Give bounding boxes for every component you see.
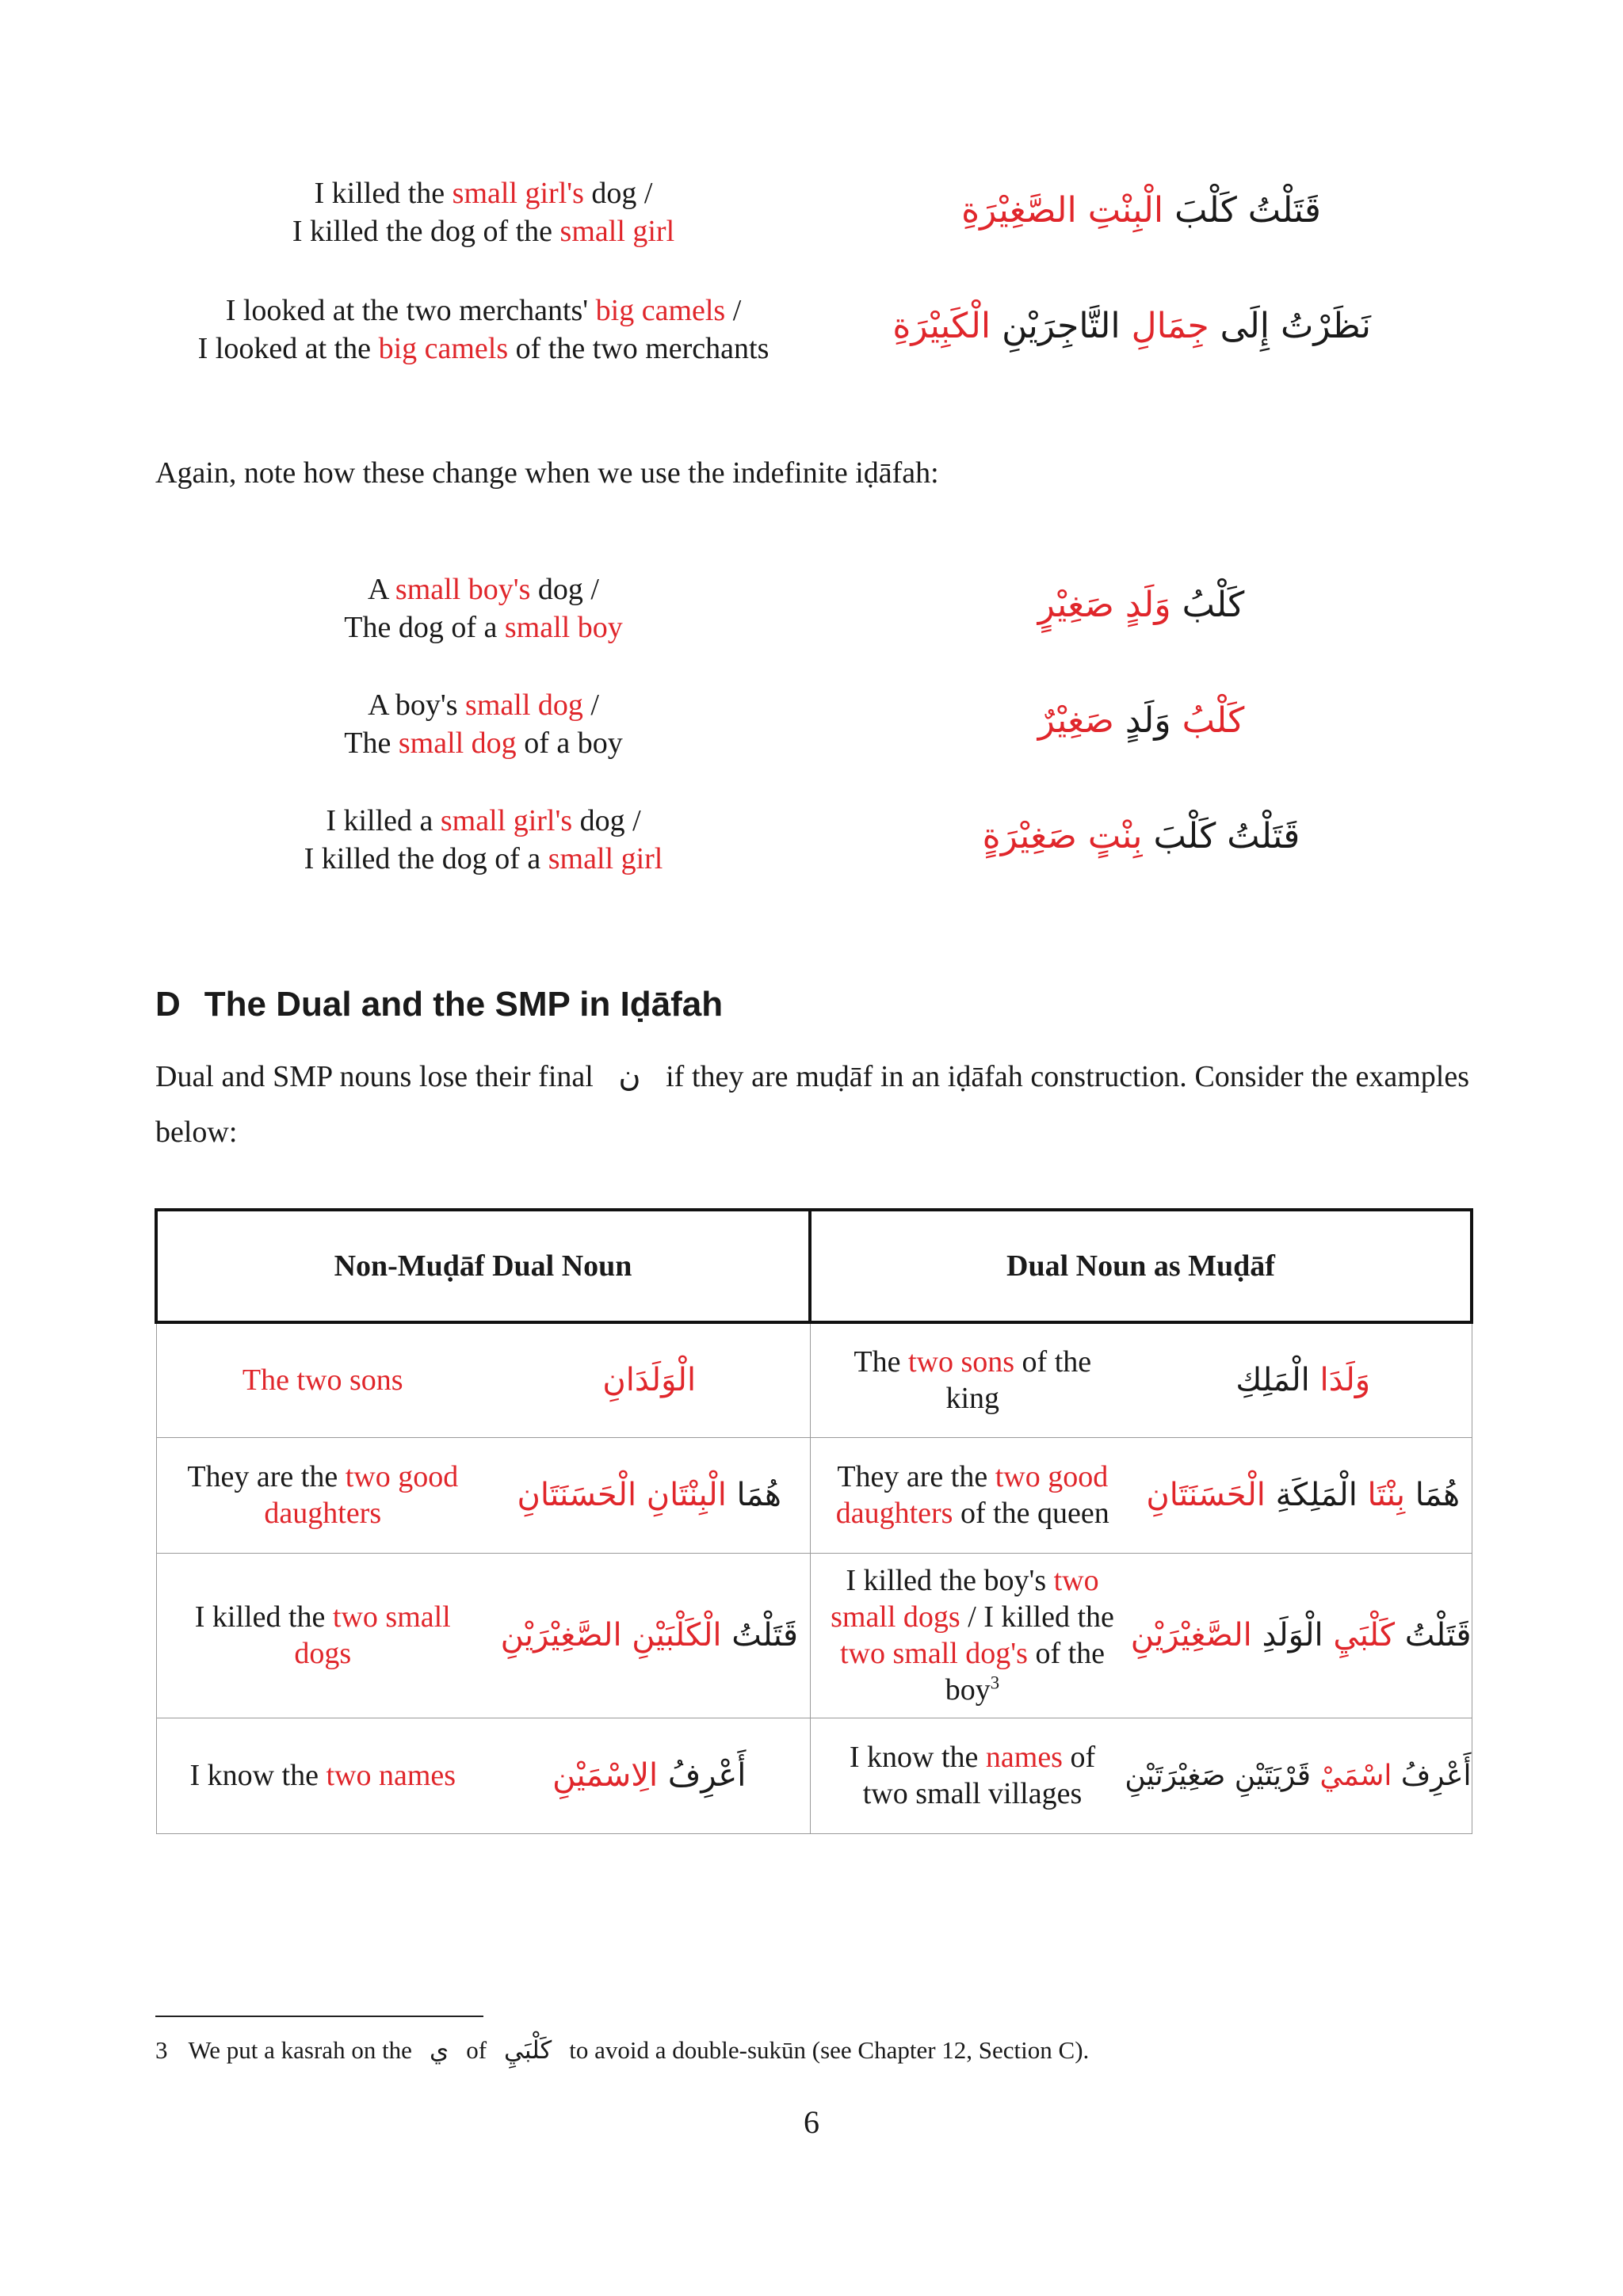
- dual-idafah-table: [155, 1208, 1473, 1834]
- highlight: names: [985, 1741, 1063, 1774]
- cell-arabic: [489, 1362, 810, 1398]
- cell-arabic: [489, 1477, 809, 1513]
- highlight: الْبِنْتَانِ الْحَسَنَتَانِ: [517, 1477, 727, 1513]
- text: dog /: [583, 177, 653, 210]
- highlight: two sons: [907, 1345, 1015, 1379]
- highlight: الْبِنْتِ الصَّغِيْرَةِ: [961, 190, 1164, 231]
- text: هُمَا: [1405, 1477, 1461, 1513]
- cell-arabic: [489, 1757, 810, 1794]
- text: of a boy: [516, 727, 623, 760]
- cell-mudaf: [810, 1553, 1472, 1718]
- cell-arabic: [489, 1617, 809, 1653]
- arabic-letter: ي: [429, 2036, 449, 2065]
- cell-english: [157, 1459, 490, 1531]
- cell-mudaf: [810, 1322, 1472, 1437]
- footnote: [155, 2035, 1089, 2066]
- highlight: big camels: [378, 332, 509, 365]
- text: / I killed the: [960, 1600, 1114, 1634]
- text: dog /: [530, 573, 599, 606]
- text: الْوَلَدِ: [1251, 1617, 1334, 1653]
- text: كَلْبُ: [1170, 585, 1245, 625]
- example-1-arabic: [911, 187, 1371, 235]
- text: I know the: [849, 1741, 986, 1774]
- example-3-english: [206, 570, 761, 646]
- example-4-arabic: [911, 697, 1371, 745]
- text: A boy's: [368, 688, 466, 722]
- text: هُمَا: [726, 1477, 781, 1513]
- text: الْمَلِكِ: [1235, 1362, 1320, 1399]
- text: of the boy: [945, 1637, 1106, 1707]
- text: of two small villages: [862, 1741, 1096, 1810]
- cell-arabic: [1135, 1477, 1471, 1513]
- text: of the two merchants: [508, 332, 769, 365]
- cell-non-mudaf: [156, 1437, 810, 1553]
- text: to avoid a double-sukūn (see Chapter 12, Section C).: [569, 2036, 1090, 2064]
- footnote-marker: 3: [990, 1672, 1000, 1693]
- text: Dual and SMP nouns lose their final: [155, 1060, 601, 1093]
- again-paragraph: Again, note how these change when we use the indefinite iḍāfah:: [155, 456, 939, 490]
- cell-english: [811, 1739, 1135, 1812]
- arabic-letter: ن: [618, 1058, 641, 1093]
- text: of the king: [945, 1345, 1092, 1416]
- cell-arabic: [1130, 1617, 1472, 1653]
- cell-english: [811, 1562, 1135, 1708]
- cell-non-mudaf: [156, 1553, 810, 1718]
- text: نَظَرْتُ إِلَى: [1209, 306, 1371, 346]
- text: التَّاجِرَيْنِ: [991, 306, 1132, 346]
- table-row: [156, 1553, 1472, 1718]
- text: of the queen: [953, 1497, 1109, 1530]
- text: I killed the: [194, 1600, 333, 1634]
- intro-paragraph: [155, 1048, 1469, 1160]
- highlight: small girl: [559, 215, 675, 248]
- text: قَتَلْتُ: [1395, 1617, 1472, 1653]
- cell-mudaf: [810, 1718, 1472, 1833]
- table-row: [156, 1718, 1472, 1833]
- text: if they are muḍāf in an iḍāfah construction. Consider the examples below:: [155, 1060, 1469, 1149]
- cell-non-mudaf: [156, 1718, 810, 1833]
- text: I killed the dog of the: [292, 215, 560, 248]
- highlight: big camels: [595, 294, 726, 327]
- highlight: small boy's: [395, 573, 531, 606]
- highlight: كَلْبَيِ: [1333, 1617, 1396, 1653]
- text: We put a kasrah on the: [188, 2036, 412, 2064]
- text: The dog of a: [344, 611, 505, 644]
- example-4-english: [206, 686, 761, 762]
- highlight: اسْمَيْ: [1319, 1759, 1392, 1792]
- text: dog /: [572, 804, 641, 837]
- cell-arabic: [1125, 1759, 1472, 1792]
- header-mudaf: Dual Noun as Muḍāf: [810, 1210, 1472, 1322]
- cell-arabic: [1135, 1362, 1471, 1398]
- highlight: الْوَلَدَانِ: [602, 1362, 697, 1399]
- section-heading: [155, 981, 723, 1028]
- text: I killed a: [326, 804, 441, 837]
- text: أَعْرِفُ: [1392, 1759, 1472, 1792]
- text: I looked at the: [197, 332, 379, 365]
- text: أَعْرِفُ: [658, 1757, 747, 1794]
- section-letter: D: [155, 985, 181, 1024]
- example-5-arabic: [911, 813, 1371, 860]
- highlight: small girl: [548, 842, 663, 875]
- text: I killed the dog of a: [304, 842, 548, 875]
- example-1-english: [206, 174, 761, 250]
- text: /: [582, 688, 599, 722]
- text: They are the: [187, 1460, 346, 1493]
- cell-english: [811, 1459, 1136, 1531]
- text: A: [368, 573, 395, 606]
- arabic-word: كَلْبَيِ: [504, 2036, 552, 2065]
- header-non-mudaf: Non-Muḍāf Dual Noun: [156, 1210, 810, 1322]
- example-5-english: [206, 802, 761, 878]
- cell-non-mudaf: [156, 1322, 810, 1437]
- text: of: [466, 2036, 487, 2064]
- highlight: two good daughters: [264, 1460, 459, 1530]
- page-number: 6: [804, 2104, 819, 2140]
- cell-english: [157, 1362, 489, 1398]
- example-3-arabic: [911, 582, 1371, 629]
- highlight: الْكَبِيْرَةِ: [892, 306, 991, 346]
- highlight: small girl's: [452, 177, 584, 210]
- highlight: وَلَدَا: [1319, 1362, 1371, 1399]
- highlight: two names: [326, 1759, 456, 1792]
- text: قَرْيَتَيْنِ صَغِيْرَتَيْنِ: [1125, 1759, 1320, 1792]
- highlight: الْكَلْبَيْنِ الصَّغِيْرَيْنِ: [500, 1617, 722, 1653]
- highlight: The two sons: [242, 1363, 403, 1398]
- highlight: الْحَسَنَتَانِ: [1146, 1477, 1266, 1513]
- text: They are the: [837, 1460, 995, 1493]
- cell-mudaf: [810, 1437, 1472, 1553]
- text: I looked at the two merchants': [225, 294, 596, 327]
- text: I killed the: [314, 177, 453, 210]
- text: قَتَلْتُ كَلْبَ: [1163, 190, 1321, 231]
- highlight: two good daughters: [835, 1460, 1109, 1530]
- highlight: two small dogs: [294, 1600, 451, 1670]
- example-2-english: [158, 292, 808, 368]
- highlight: small boy: [504, 611, 623, 644]
- cell-english: [811, 1344, 1136, 1417]
- highlight: جِمَالِ: [1131, 306, 1209, 346]
- text: I know the: [189, 1759, 327, 1792]
- table-row: [156, 1322, 1472, 1437]
- highlight: بِنْتٍ صَغِيْرَةٍ: [982, 816, 1143, 856]
- highlight: small dog: [465, 688, 583, 722]
- cell-english: [157, 1757, 489, 1794]
- highlight: كَلْبُ: [1182, 700, 1245, 741]
- text: قَتَلْتُ: [721, 1617, 798, 1653]
- highlight: two small dog's: [839, 1637, 1028, 1670]
- text: الْمَلِكَةِ: [1265, 1477, 1368, 1513]
- text: قَتَلْتُ كَلْبَ: [1142, 816, 1300, 856]
- text: وَلَدٍ: [1113, 700, 1182, 741]
- highlight: بِنْتَا: [1367, 1477, 1405, 1513]
- highlight: small dog: [398, 727, 517, 760]
- highlight: two small dogs: [831, 1564, 1099, 1634]
- text: The: [344, 727, 399, 760]
- footnote-number: 3: [155, 2036, 168, 2064]
- highlight: وَلَدٍ صَغِيْرٍ: [1037, 585, 1171, 625]
- footnote-rule: [155, 2016, 483, 2017]
- text: I killed the boy's: [846, 1564, 1054, 1597]
- table-header-row: [156, 1210, 1472, 1322]
- cell-english: [157, 1599, 490, 1672]
- highlight: الِاسْمَيْنِ: [552, 1757, 659, 1794]
- example-2-arabic: [892, 303, 1371, 350]
- text: The: [854, 1345, 908, 1379]
- highlight: صَغِيْرٌ: [1037, 700, 1114, 741]
- table-row: [156, 1437, 1472, 1553]
- section-title: The Dual and the SMP in Iḍāfah: [204, 985, 724, 1024]
- text: /: [725, 294, 742, 327]
- highlight: small girl's: [440, 804, 573, 837]
- highlight: الصَّغِيْرَيْنِ: [1130, 1617, 1252, 1653]
